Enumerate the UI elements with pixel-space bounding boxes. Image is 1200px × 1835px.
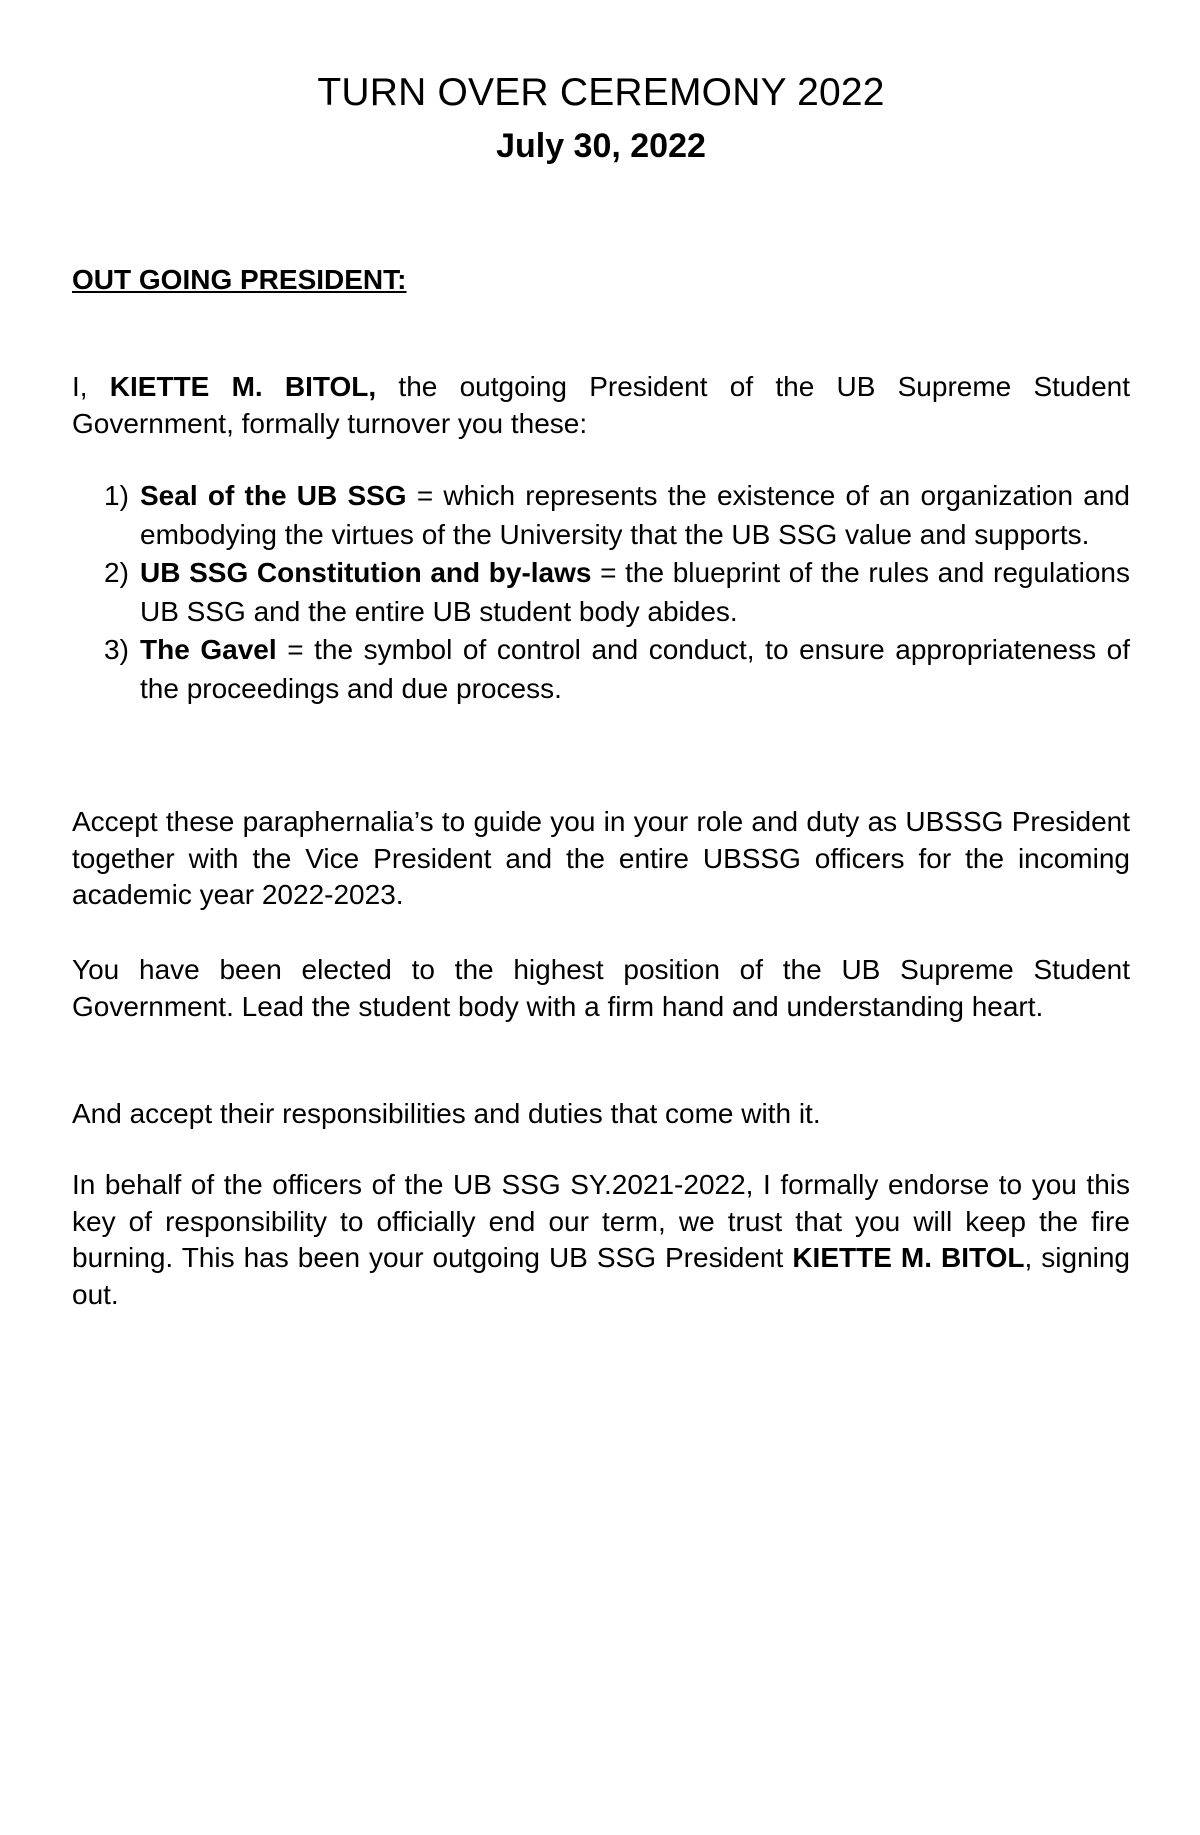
document-title: TURN OVER CEREMONY 2022	[317, 71, 885, 114]
intro-paragraph	[72, 369, 1130, 442]
endorse-text: In behalf of the officers of the UB SSG SY.2021-2022, I formally endorse to you this key of responsibility to officially end our term, we trust that you will keep the fire burning. This has been your outgoing UB SSG President	[72, 1169, 1130, 1273]
intro-rest: the outgoing President of the UB Supreme Student Government, formally turnover you these:	[72, 371, 1130, 439]
paraphernalia-list	[104, 477, 1130, 708]
list-item-number: 3)	[104, 634, 129, 665]
list-item-term: Seal of the UB SSG	[140, 480, 407, 511]
list-item	[104, 631, 1130, 708]
list-item-term: The Gavel	[140, 634, 277, 665]
list-item	[104, 477, 1130, 554]
endorse-suffix: , signing out.	[72, 1242, 1131, 1310]
list-item-description: = the blueprint of the rules and regulations UB SSG and the entire UB student body abides.	[140, 557, 1130, 627]
list-item-number: 1)	[104, 480, 129, 511]
document-date: July 30, 2022	[496, 127, 706, 165]
president-name: KIETTE M. BITOL,	[109, 371, 377, 402]
list-item-term: UB SSG Constitution and by-laws	[140, 557, 592, 588]
intro-prefix: I,	[72, 371, 110, 402]
list-item-description: = the symbol of control and conduct, to ensure appropriateness of the proceedings and due process.	[140, 634, 1131, 704]
section-heading: OUT GOING PRESIDENT:	[72, 264, 407, 295]
elected-paragraph: You have been elected to the highest position of the UB Supreme Student Government. Lead the student body with a firm hand and understanding heart.	[72, 954, 1130, 1022]
signing-name: KIETTE M. BITOL	[792, 1242, 1025, 1273]
responsibilities-paragraph: And accept their responsibilities and duties that come with it.	[72, 1098, 821, 1129]
list-item-description: = which represents the existence of an organization and embodying the virtues of the University that the UB SSG value and supports.	[140, 480, 1131, 550]
list-item-number: 2)	[104, 557, 129, 588]
list-item	[104, 554, 1130, 631]
accept-paragraph: Accept these paraphernalia’s to guide you in your role and duty as UBSSG President together with the Vice President and the entire UBSSG officers for the incoming academic year 2022-2023.	[72, 806, 1130, 910]
endorse-paragraph	[72, 1167, 1130, 1313]
